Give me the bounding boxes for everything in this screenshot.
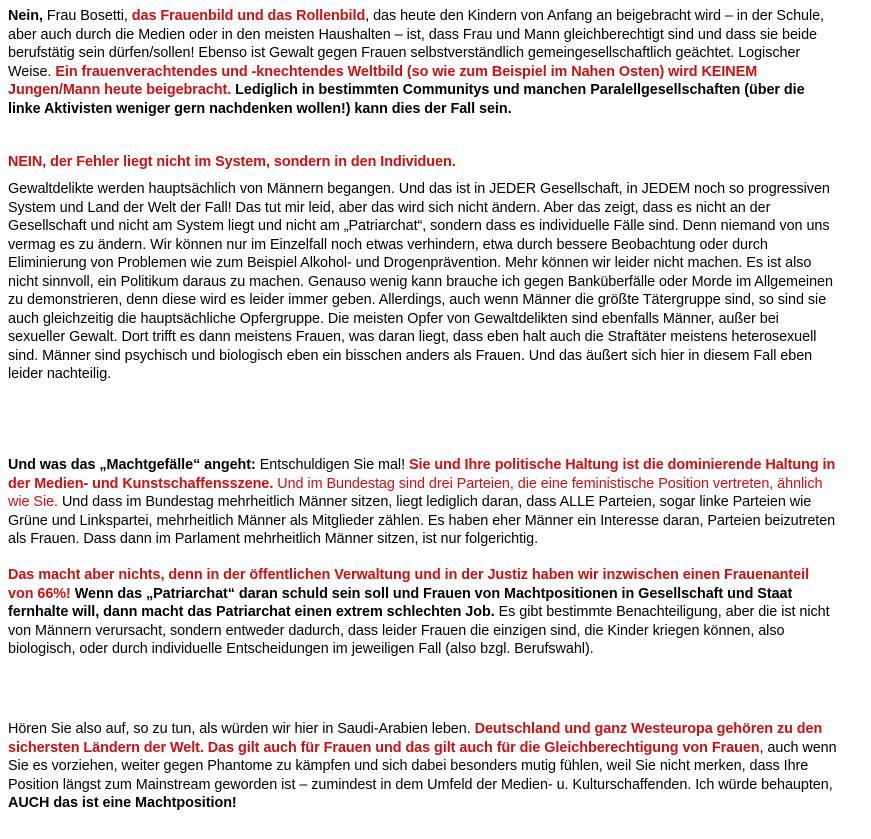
paragraph-heading-system: NEIN, der Fehler liegt nicht im System, sondern in den Individuen. [8,154,456,170]
text-plain: Entschuldigen Sie mal! [255,457,409,473]
text-red-bold: Ein frauenverachtendes und -knechtendes Weltbild (so wie zum Beispiel im Nahen Osten) wird KEINEM Jungen/Mann heute beigebracht. [8,63,758,98]
paragraph-frauenanteil [8,566,838,659]
text-plain: Und dass im Bundestag mehrheitlich Männer sitzen, liegt lediglich daran, dass ALLE Parteien, sogar linke Parteien wie Grüne und Linkspartei, mehrheitlich Männer als Mitglieder zählen. Es haben eher Männer ein Interesse daran, Parteien beizutreten als Frauen. Dass dann im Parlament mehrheitlich Männer sitzen, ist nur folgerichtig. [8,494,836,547]
paragraph-machtgefaelle [8,456,838,549]
text-red-bold: Deutschland und ganz Westeuropa gehören zu den sichersten Ländern der Welt. Das gilt auch für Frauen und das gilt auch für die Gleichberechtigung von Frauen [8,721,823,756]
text-plain: Hören Sie also auf, so zu tun, als würden wir hier in Saudi-Arabien leben. [8,721,475,737]
text-plain: , auch wenn Sie es vorziehen, weiter gegen Phantome zu kämpfen und sich dabei besonders mutig fühlen, weil Sie nicht merken, dass Ihre Position längst zum Mainstream geworden ist – zumindest in dem Umfeld der Medien- u. Kulturschaffenden. Ich würde behaupten, [8,739,837,793]
text-nein: Nein, [8,8,43,24]
paragraph-gewaltdelikte: Gewaltdelikte werden hauptsächlich von Männern begangen. Und das ist in JEDER Gesellschaft, in JEDEM noch so progressiven System und Land der Welt der Fall! Das tut mir leid, aber das wird sich nicht ändern. Aber das zeigt, dass es nicht an der Gesellschaft und nicht am System liegt und nicht am „Patriarchat“, sondern dass es individuelle Fälle sind. Denn niemand von uns vermag es zu ändern. Wir können nur im Einzelfall noch etwas verhindern, etwa durch bessere Beobachtung oder durch Eliminierung von Problemen wie zum Beispiel Alkohol- und Drogenprävention. Mehr können wir leider nicht machen. Es ist also nicht sinnvoll, ein Politikum daraus zu machen. Genauso wenig kann brauche ich gegen Banküberfälle oder Morde im Allgemeinen zu demonstrieren, denn diese wird es leider immer geben. Allerdings, auch wenn Männer die größte Tätergruppe sind, so sind sie auch gleichzeitig die hauptsächliche Opfergruppe. Die meisten Opfer von Gewaltdelikten sind ebenfalls Männer, außer bei sexueller Gewalt. Dort trifft es dann meistens Frauen, was daran liegt, dass eben halt auch die Straftäter meistens heterosexuell sind. Männer sind psychisch und biologisch eben ein bisschen anders als Frauen. Und das äußert sich hier in diesem Fall eben leider nachteilig. [8,181,833,382]
paragraph-saudi-arabien [8,720,838,813]
text-bold: Wenn das „Patriarchat“ daran schuld sein soll und Frauen von Machtpositionen in Gesellschaft und Staat fernhalte will, dann macht das Patriarchat einen extrem schlechten Job. [8,585,793,620]
text-plain: , das heute den Kindern von Anfang an beigebracht wird – in der Schule, aber auch durch die Medien oder in den meisten Haushalten – ist, dass Frau und Mann gleichberechtigt sind und dass sie beide berufstätig sein dürfen/sollen! Ebenso ist Gewalt gegen Frauen selbstverständlich gemeingesellschaftlich geächtet. Logischer Weise. [8,8,825,80]
text-plain: Es gibt bestimmte Benachteiligung, aber die ist nicht von Männern verursacht, sondern entweder dadurch, dass leider Frauen die einzigen sind, die Kinder kriegen können, also biologisch, oder durch individuelle Entscheidungen im jeweiligen Fall (also bzgl. Berufswahl). [8,604,830,657]
text-plain: Frau Bosetti, [42,8,132,24]
text-red: Und im Bundestag sind drei Parteien, die eine feministische Position vertreten, ähnlich wie Sie. [8,475,823,510]
text-red-bold: Das macht aber nichts, denn in der öffentlichen Verwaltung und in der Justiz haben wir inzwischen einen Frauenanteil von 66%! [8,567,810,602]
text-bold: Lediglich in bestimmten Communitys und manchen Paralellgesellschaften (über die linke Aktivisten weniger gern nachdenken wollen!) kann dies der Fall sein. [8,82,805,117]
text-bold: Und was das „Machtgefälle“ angeht: [8,457,256,473]
text-red-bold: Sie und Ihre politische Haltung ist die dominierende Haltung in der Medien- und Kunstschaffensszene. [8,457,836,492]
text-bold: AUCH das ist eine Machtposition! [8,795,237,811]
paragraph-rollenbild [8,7,838,118]
text-red-bold: das Frauenbild und das Rollenbild [131,8,366,24]
